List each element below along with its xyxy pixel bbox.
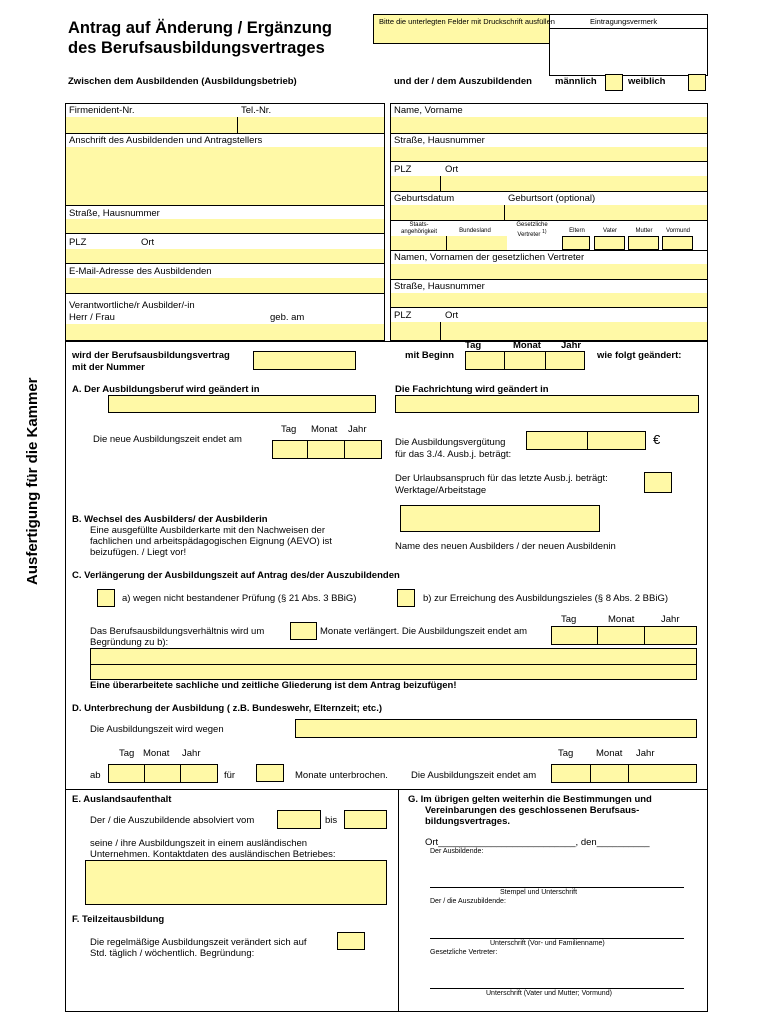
trainee-city-label: Ort — [445, 164, 459, 175]
option-a-label: a) wegen nicht bestandener Prüfung (§ 21 Abs. 3 BBiG) — [122, 593, 357, 604]
company-abroad-2: Unternehmen. Kontaktdaten des ausländischen Betriebes: — [90, 849, 336, 860]
contract-line2: mit der Nummer — [72, 362, 145, 373]
new-specialization-field[interactable] — [395, 395, 699, 413]
trainer-field[interactable] — [66, 324, 384, 340]
extended-label-1: Das Berufsausbildungsverhältnis wird um — [90, 626, 265, 637]
nationality-label: Staats- angehörigkeit — [400, 222, 438, 235]
trainee-zip-city-field[interactable] — [391, 176, 707, 191]
entry-box-label: Eintragungsvermerk — [590, 17, 658, 26]
for-label: für — [224, 770, 236, 781]
birth-field[interactable] — [391, 205, 707, 220]
rep-zip-label: PLZ — [394, 310, 412, 321]
abroad-until-field[interactable] — [344, 810, 387, 829]
contract-number-field[interactable] — [253, 351, 356, 370]
section-g-heading-1: G. Im übrigen gelten weiterhin die Bestimmungen und — [408, 794, 652, 805]
a-month-label: Monat — [311, 424, 338, 435]
employer-street-field[interactable] — [66, 219, 384, 233]
c-end-date-field[interactable] — [551, 626, 697, 645]
form-title-line1: Antrag auf Änderung / Ergänzung — [68, 19, 332, 37]
trainee-heading: und der / dem Auszubildenden — [394, 76, 532, 87]
legal-rep-signature-line[interactable] — [430, 988, 684, 989]
male-checkbox[interactable] — [605, 74, 623, 91]
d-ends-label: Die Ausbildungszeit endet am — [411, 770, 537, 781]
a-year-label: Jahr — [348, 424, 367, 435]
trainee-sig-label: Der / die Auszubildende: — [430, 898, 506, 905]
legal-rep-sig-label: Gesetzliche Vertreter: — [430, 949, 498, 956]
section-g-heading-2: Vereinbarungen des geschlossenen Berufsaus- — [425, 805, 640, 816]
section-b-text-3: beizufügen. / Liegt vor! — [90, 547, 187, 558]
born-label: geb. am — [270, 312, 305, 323]
employer-heading: Zwischen dem Ausbildenden (Ausbildungsbetrieb) — [68, 76, 297, 87]
female-checkbox[interactable] — [688, 74, 706, 91]
guardian-label: Vormund — [665, 228, 690, 234]
pay-label-2: für das 3./4. Ausb.j. beträgt: — [395, 449, 512, 460]
start-month-label: Monat — [513, 340, 541, 351]
trainee-street-field[interactable] — [391, 147, 707, 161]
d-end-month-label: Monat — [596, 748, 623, 759]
section-a-heading: A. Der Ausbildungsberuf wird geändert in — [72, 384, 260, 395]
company-id-field[interactable] — [66, 117, 384, 133]
trainee-sig-caption: Unterschrift (Vor- und Familienname) — [490, 940, 605, 947]
interrupted-label: Die Ausbildungszeit wird wegen — [90, 724, 224, 735]
part-time-text-2: Std. täglich / wöchentlich. Begründung: — [90, 948, 255, 959]
entry-box — [549, 14, 708, 76]
d-end-day-label: Tag — [558, 748, 574, 759]
c-month-label: Monat — [608, 614, 635, 625]
guardian-checkbox[interactable] — [662, 236, 693, 250]
part-time-text-1: Die regelmäßige Ausbildungszeit verändert sich auf — [90, 937, 307, 948]
mother-label: Mutter — [635, 228, 653, 234]
stamp-label: Stempel und Unterschrift — [500, 889, 578, 896]
employer-street-label: Straße, Hausnummer — [69, 208, 160, 219]
legal-rep-sig-caption: Unterschrift (Vater und Mutter; Vormund) — [486, 990, 612, 997]
employer-zip-city-field[interactable] — [66, 249, 384, 263]
new-profession-field[interactable] — [108, 395, 376, 413]
new-trainer-label: Name des neuen Ausbilders / der neuen Ausbildenin — [395, 541, 616, 552]
c-day-label: Tag — [561, 614, 577, 625]
trainee-name-field[interactable] — [391, 117, 707, 133]
trainer-sig-label: Der Ausbildende: — [430, 848, 484, 855]
phone-label: Tel.-Nr. — [241, 105, 272, 116]
d-end-year-label: Jahr — [636, 748, 655, 759]
d-end-date-field[interactable] — [551, 764, 697, 783]
new-trainer-field[interactable] — [400, 505, 600, 532]
pay-label-1: Die Ausbildungsvergütung — [395, 437, 506, 448]
birth-place-label: Geburtsort (optional) — [508, 193, 596, 204]
a-day-label: Tag — [281, 424, 297, 435]
rep-names-label: Namen, Vornamen der gesetzlichen Vertreter — [394, 252, 585, 263]
section-c-heading: C. Verlängerung der Ausbildungszeit auf Antrag des/der Auszubildenden — [72, 570, 400, 581]
section-b-text-2: fachlichen und arbeitspädagogischen Eignung (AEVO) ist — [90, 536, 332, 547]
federal-state-label: Bundesland — [459, 228, 491, 234]
rep-street-label: Straße, Hausnummer — [394, 281, 485, 292]
option-b-label: b) zur Erreichung des Ausbildungszieles (§ 8 Abs. 2 BBiG) — [423, 593, 669, 604]
trainee-zip-label: PLZ — [394, 164, 412, 175]
option-b-checkbox[interactable] — [397, 589, 415, 607]
section-d-heading: D. Unterbrechung der Ausbildung ( z.B. Bundeswehr, Elternzeit; etc.) — [72, 703, 383, 714]
rep-names-field[interactable] — [391, 264, 707, 279]
company-id-label: Firmenident-Nr. — [69, 105, 135, 116]
extended-label-2: Begründung zu b): — [90, 637, 169, 648]
abroad-label: Der / die Auszubildende absolviert vom — [90, 815, 255, 826]
address-label: Anschrift des Ausbildenden und Antragstellers — [69, 135, 263, 146]
vacation-field[interactable] — [644, 472, 672, 493]
parents-label: Eltern — [569, 228, 585, 234]
father-checkbox[interactable] — [594, 236, 625, 250]
rep-zip-city-field[interactable] — [391, 322, 707, 340]
nationality-state-field[interactable] — [391, 236, 507, 250]
option-a-checkbox[interactable] — [97, 589, 115, 607]
abroad-contact-field[interactable] — [85, 860, 387, 905]
company-abroad-1: seine / ihre Ausbildungszeit in einem ausländischen — [90, 838, 308, 849]
side-label: Ausfertigung für die Kammer — [24, 377, 41, 585]
interruption-reason-field[interactable] — [295, 719, 697, 738]
employer-city-label: Ort — [141, 237, 155, 248]
employer-zip-label: PLZ — [69, 237, 87, 248]
place-date-line: Ort__________________________, den__________ — [425, 837, 650, 848]
trainee-name-label: Name, Vorname — [394, 105, 463, 116]
d-day-label: Tag — [119, 748, 135, 759]
start-year-label: Jahr — [561, 340, 582, 351]
currency-label: € — [653, 432, 661, 447]
section-f-heading: F. Teilzeitausbildung — [72, 914, 165, 925]
trainer-label-1: Verantwortliche/r Ausbilder/-in — [69, 300, 195, 311]
trainee-street-label: Straße, Hausnummer — [394, 135, 485, 146]
legal-rep-label: Gesetzliche Vertreter $^{1)}$ — [516, 222, 548, 238]
months-interrupted-label: Monate unterbrochen. — [295, 770, 388, 781]
extended-mid-label: Monate verlängert. Die Ausbildungszeit endet am — [320, 626, 528, 637]
changed-label: wie folgt geändert: — [597, 350, 682, 361]
c-note: Eine überarbeitete sachliche und zeitliche Gliederung ist dem Antrag beizufügen! — [90, 680, 457, 691]
d-months-field[interactable] — [256, 764, 284, 782]
section-b-text-1: Eine ausgefüllte Ausbilderkarte mit den Nachweisen der — [90, 525, 325, 536]
new-end-date-field[interactable] — [272, 440, 382, 459]
birth-date-label: Geburtsdatum — [394, 193, 455, 204]
d-month-label: Monat — [143, 748, 170, 759]
start-date-field[interactable] — [465, 351, 585, 370]
email-field[interactable] — [66, 278, 384, 293]
trainer-label-2: Herr / Frau — [69, 312, 115, 323]
section-e-heading: E. Auslandsaufenthalt — [72, 794, 172, 805]
male-label: männlich — [555, 76, 597, 87]
mother-checkbox[interactable] — [628, 236, 659, 250]
start-day-label: Tag — [465, 340, 482, 351]
trainer-signature-line[interactable] — [430, 887, 684, 888]
from-label: ab — [90, 770, 101, 781]
contract-line1: wird der Berufsausbildungsvertrag — [72, 350, 230, 361]
section-a-fach-heading: Die Fachrichtung wird geändert in — [395, 384, 549, 395]
d-year-label: Jahr — [182, 748, 201, 759]
vacation-label-1: Der Urlaubsanspruch für das letzte Ausb.j. beträgt: — [395, 473, 608, 484]
section-b-heading: B. Wechsel des Ausbilders/ der Ausbilderin — [72, 514, 268, 525]
notice-text-1: Bitte die unterlegten Felder mit Druckschrift ausfüllen — [379, 17, 555, 26]
with-start-label: mit Beginn — [405, 350, 455, 361]
extend-months-field[interactable] — [290, 622, 317, 640]
abroad-from-field[interactable] — [277, 810, 321, 829]
d-from-date-field[interactable] — [108, 764, 218, 783]
pay-field[interactable] — [526, 431, 646, 450]
father-label: Vater — [603, 228, 617, 234]
female-label: weiblich — [628, 76, 666, 87]
new-end-label: Die neue Ausbildungszeit endet am — [93, 434, 242, 445]
c-year-label: Jahr — [661, 614, 680, 625]
address-field[interactable] — [66, 147, 384, 205]
email-label: E-Mail-Adresse des Ausbildenden — [69, 266, 212, 277]
form-title-line2: des Berufsausbildungsvertrages — [68, 39, 325, 57]
section-g-heading-3: bildungsvertrages. — [425, 816, 510, 827]
part-time-hours-field[interactable] — [337, 932, 365, 950]
vacation-label-2: Werktage/Arbeitstage — [395, 485, 487, 496]
trainee-signature-line[interactable] — [430, 938, 684, 939]
rep-city-label: Ort — [445, 310, 459, 321]
until-label: bis — [325, 815, 338, 826]
notice-box — [373, 14, 555, 44]
rep-street-field[interactable] — [391, 293, 707, 307]
parents-checkbox[interactable] — [562, 236, 590, 250]
